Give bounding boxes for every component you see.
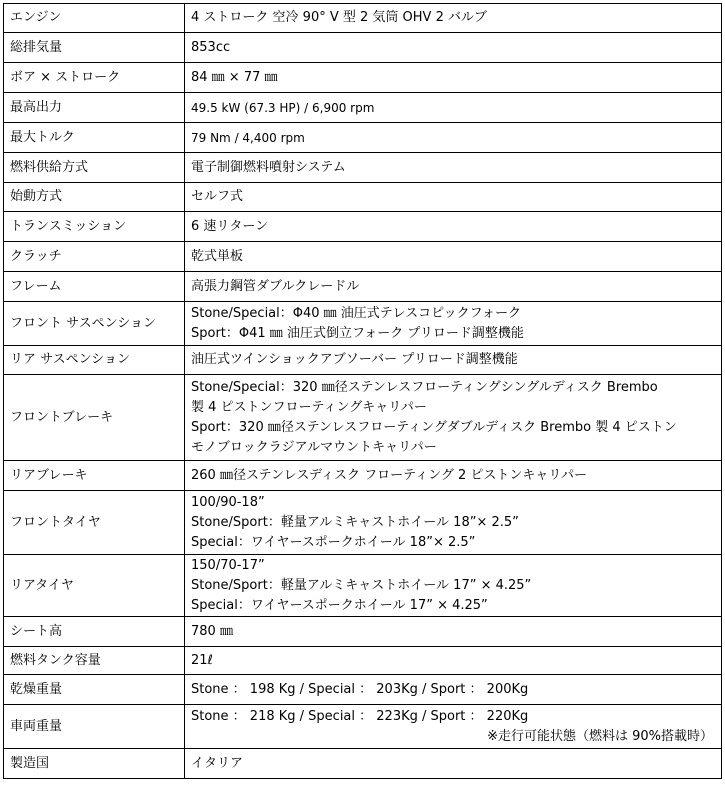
spec-label: エンジン xyxy=(4,4,185,33)
spec-row-front-brake xyxy=(4,375,722,461)
spec-value-line: Sport：Φ41 ㎜ 油圧式倒立フォーク プリロード調整機能 xyxy=(191,325,524,341)
spec-value xyxy=(185,749,722,779)
spec-value xyxy=(185,647,722,675)
spec-row-rear-tire xyxy=(4,555,722,617)
spec-row-clutch xyxy=(4,242,722,272)
spec-value-line: 電子制御燃料噴射システム xyxy=(191,159,346,175)
spec-row-country xyxy=(4,749,722,779)
spec-value-line: モノブロックラジアルマウントキャリパー xyxy=(191,439,437,455)
spec-row-fuel-tank xyxy=(4,647,722,675)
spec-value-line: 150/70-17” xyxy=(191,557,265,573)
spec-row-starter xyxy=(4,183,722,212)
spec-note: ※走行可能状態（燃料は 90%搭載時） xyxy=(487,728,713,744)
spec-value-line: 6 速リターン xyxy=(191,218,269,234)
spec-value-line: Special：ワイヤースポークホイール 17” × 4.25” xyxy=(191,597,488,613)
spec-value-line: 乾式単板 xyxy=(191,248,244,264)
spec-value-line: 4 ストローク 空冷 90° V 型 2 気筒 OHV 2 バルブ xyxy=(191,10,487,25)
spec-row-front-suspension xyxy=(4,302,722,346)
spec-value xyxy=(185,461,722,491)
spec-label: 製造国 xyxy=(4,749,185,779)
spec-row-seat-height xyxy=(4,617,722,647)
spec-row-dry-weight xyxy=(4,675,722,705)
spec-label: 燃料タンク容量 xyxy=(4,647,185,675)
spec-value-line: Sport：320 ㎜径ステンレスフローティングダブルディスク Brembo 製 4 ピストン xyxy=(191,419,677,435)
spec-row-curb-weight xyxy=(4,705,722,749)
spec-value xyxy=(185,555,722,617)
spec-label: トランスミッション xyxy=(4,212,185,242)
spec-value-line: Stone ： 198 Kg / Special ： 203Kg / Sport ： 200Kg xyxy=(191,681,529,697)
spec-value-line: Stone ： 218 Kg / Special ： 223Kg / Sport ： 220Kg xyxy=(191,708,529,724)
spec-row-fuel-system xyxy=(4,153,722,183)
spec-label: 燃料供給方式 xyxy=(4,153,185,183)
spec-label: 最高出力 xyxy=(4,93,185,123)
spec-value xyxy=(185,705,722,749)
spec-value xyxy=(185,4,722,33)
spec-value-line: イタリア xyxy=(191,755,244,771)
spec-value-line: Stone/Special：Φ40 ㎜ 油圧式テレスコピックフォーク xyxy=(191,305,521,321)
spec-label: ボア × ストローク xyxy=(4,63,185,93)
spec-label: 乾燥重量 xyxy=(4,675,185,705)
spec-value-line: 油圧式ツインショックアブソーバー プリロード調整機能 xyxy=(191,352,518,367)
spec-row-rear-suspension xyxy=(4,346,722,375)
spec-value-line: Stone/Sport：軽量アルミキャストホイール 17” × 4.25” xyxy=(191,577,532,593)
spec-row-rear-brake xyxy=(4,461,722,491)
spec-label: リア サスペンション xyxy=(4,346,185,375)
spec-row-max-torque xyxy=(4,123,722,153)
spec-value xyxy=(185,346,722,375)
spec-value xyxy=(185,617,722,647)
spec-value-line: 21ℓ xyxy=(191,652,213,668)
spec-value-line: 84 ㎜ × 77 ㎜ xyxy=(191,69,278,85)
spec-row-transmission xyxy=(4,212,722,242)
spec-label: 最大トルク xyxy=(4,123,185,153)
spec-label: フレーム xyxy=(4,272,185,302)
spec-value xyxy=(185,272,722,302)
spec-label: フロントタイヤ xyxy=(4,491,185,555)
spec-row-displacement xyxy=(4,33,722,63)
spec-value xyxy=(185,123,722,153)
spec-value-line: Stone/Special：320 ㎜径ステンレスフローティングシングルディスク Brembo xyxy=(191,379,658,395)
spec-value xyxy=(185,33,722,63)
spec-label: フロントブレーキ xyxy=(4,375,185,461)
spec-label: 車両重量 xyxy=(4,705,185,749)
spec-table xyxy=(3,3,722,779)
spec-label: シート高 xyxy=(4,617,185,647)
spec-row-bore-stroke xyxy=(4,63,722,93)
spec-row-frame xyxy=(4,272,722,302)
spec-value-line: 製 4 ピストンフローティングキャリパー xyxy=(191,399,427,415)
spec-value-line: 853cc xyxy=(191,39,231,55)
spec-value xyxy=(185,212,722,242)
spec-value-line: Special：ワイヤースポークホイール 18”× 2.5” xyxy=(191,534,476,550)
spec-value-line: Stone/Sport：軽量アルミキャストホイール 18”× 2.5” xyxy=(191,514,519,530)
spec-value xyxy=(185,242,722,272)
spec-value-line: セルフ式 xyxy=(191,189,244,204)
spec-row-engine xyxy=(4,4,722,33)
spec-row-front-tire xyxy=(4,491,722,555)
spec-value xyxy=(185,93,722,123)
spec-value xyxy=(185,302,722,346)
spec-value-line: 79 Nm / 4,400 rpm xyxy=(191,130,305,145)
spec-label: フロント サスペンション xyxy=(4,302,185,346)
spec-value xyxy=(185,63,722,93)
spec-value xyxy=(185,375,722,461)
spec-value-line: 100/90-18” xyxy=(191,494,265,510)
spec-label: クラッチ xyxy=(4,242,185,272)
spec-label: 始動方式 xyxy=(4,183,185,212)
spec-value-line: 780 ㎜ xyxy=(191,623,233,639)
spec-value-line: 49.5 kW (67.3 HP) / 6,900 rpm xyxy=(191,100,375,115)
spec-value xyxy=(185,153,722,183)
spec-row-max-power xyxy=(4,93,722,123)
spec-label: リアタイヤ xyxy=(4,555,185,617)
spec-value xyxy=(185,183,722,212)
spec-value-line: 高張力鋼管ダブルクレードル xyxy=(191,278,360,294)
spec-value xyxy=(185,675,722,705)
spec-value-line: 260 ㎜径ステンレスディスク フローティング 2 ピストンキャリパー xyxy=(191,467,587,483)
spec-value xyxy=(185,491,722,555)
spec-label: リアブレーキ xyxy=(4,461,185,491)
spec-label: 総排気量 xyxy=(4,33,185,63)
